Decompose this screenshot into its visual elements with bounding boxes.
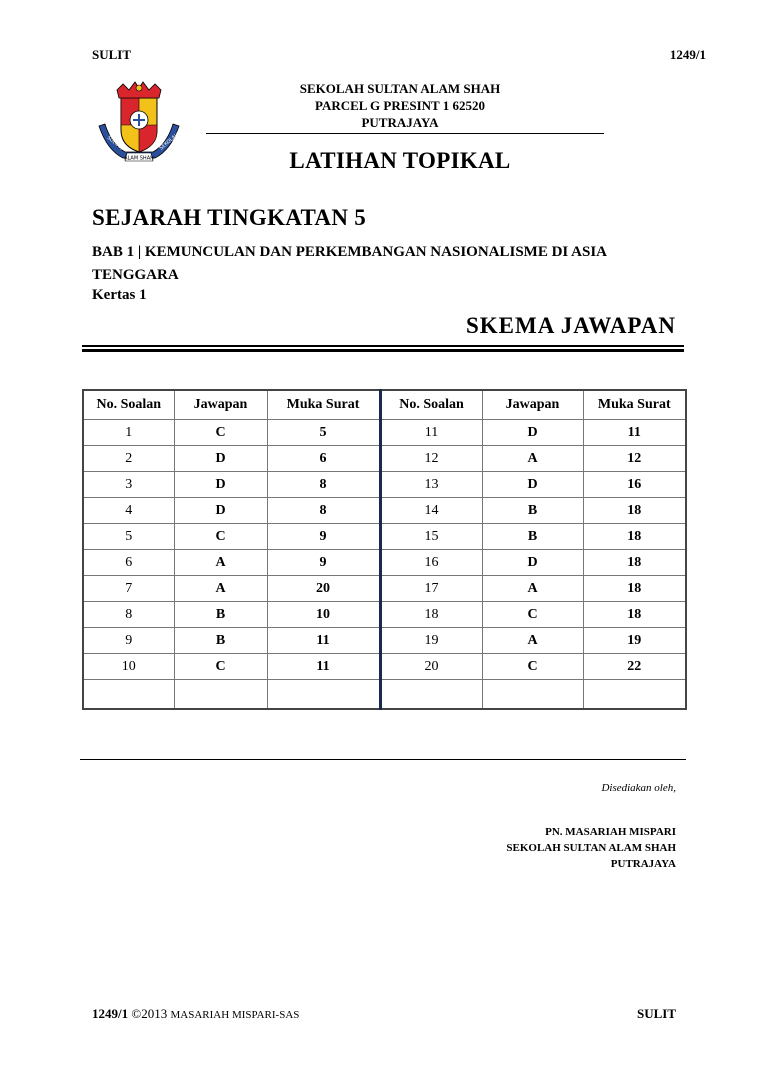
- logo-text-right: SEKOLAH: [158, 131, 181, 152]
- footer-left: [92, 1006, 299, 1022]
- page-number-cell: 11: [267, 628, 380, 654]
- question-number-cell: 17: [380, 576, 482, 602]
- question-number-cell: 16: [380, 550, 482, 576]
- answer-cell: A: [482, 446, 583, 472]
- footer-divider: [80, 759, 686, 760]
- question-number-cell: 11: [380, 420, 482, 446]
- question-number-cell: 14: [380, 498, 482, 524]
- empty-cell: [267, 680, 380, 710]
- header-paper-code: 1249/1: [669, 47, 706, 62]
- page-number-cell: 6: [267, 446, 380, 472]
- answer-cell: B: [174, 628, 267, 654]
- page-number-cell: 18: [583, 550, 686, 576]
- question-number-cell: 13: [380, 472, 482, 498]
- question-number-cell: 15: [380, 524, 482, 550]
- question-number-cell: 5: [83, 524, 174, 550]
- footer-code: 1249/1: [92, 1006, 129, 1021]
- table-header-cell: Muka Surat: [583, 390, 686, 420]
- table-row: [83, 420, 686, 446]
- empty-cell: [482, 680, 583, 710]
- page-number-cell: 5: [267, 420, 380, 446]
- logo-text-left: SULTAN: [105, 134, 124, 152]
- question-number-cell: 1: [83, 420, 174, 446]
- page-number-cell: 16: [583, 472, 686, 498]
- school-city: PUTRAJAYA: [361, 115, 439, 130]
- answer-cell: A: [482, 628, 583, 654]
- empty-cell: [83, 680, 174, 710]
- question-number-cell: 4: [83, 498, 174, 524]
- answer-cell: D: [174, 472, 267, 498]
- scheme-title: SKEMA JAWAPAN: [465, 313, 676, 338]
- question-number-cell: 19: [380, 628, 482, 654]
- signature-city: PUTRAJAYA: [610, 858, 676, 870]
- answer-cell: D: [482, 550, 583, 576]
- school-name: SEKOLAH SULTAN ALAM SHAH: [299, 81, 501, 96]
- page-number-cell: 10: [267, 602, 380, 628]
- footer-copyright: ©2013: [131, 1006, 168, 1021]
- question-number-cell: 7: [83, 576, 174, 602]
- question-number-cell: 2: [83, 446, 174, 472]
- signature-block: [506, 824, 676, 872]
- signature-name: PN. MASARIAH MISPARI: [545, 826, 676, 838]
- footer-author: MASARIAH MISPARI-SAS: [170, 1009, 300, 1021]
- answer-cell: D: [174, 498, 267, 524]
- table-empty-row: [83, 680, 686, 710]
- answer-cell: C: [482, 602, 583, 628]
- question-number-cell: 12: [380, 446, 482, 472]
- empty-cell: [380, 680, 482, 710]
- page-number-cell: 12: [583, 446, 686, 472]
- table-row: [83, 498, 686, 524]
- table-header-cell: Jawapan: [174, 390, 267, 420]
- page-number-cell: 11: [583, 420, 686, 446]
- table-header-cell: Muka Surat: [267, 390, 380, 420]
- signature-school: SEKOLAH SULTAN ALAM SHAH: [506, 842, 676, 854]
- page-number-cell: 18: [583, 602, 686, 628]
- table-header-cell: No. Soalan: [83, 390, 174, 420]
- page-number-cell: 19: [583, 628, 686, 654]
- answer-table: [82, 389, 687, 710]
- table-header-cell: No. Soalan: [380, 390, 482, 420]
- school-address-line: PARCEL G PRESINT 1 62520: [315, 98, 485, 113]
- answer-cell: A: [174, 576, 267, 602]
- answer-cell: A: [174, 550, 267, 576]
- empty-cell: [583, 680, 686, 710]
- logo-banner-text: ALAM SHAH: [124, 155, 154, 162]
- prepared-by-label: Disediakan oleh,: [601, 782, 676, 794]
- page-number-cell: 11: [267, 654, 380, 680]
- table-row: [83, 550, 686, 576]
- answer-cell: B: [482, 524, 583, 550]
- question-number-cell: 18: [380, 602, 482, 628]
- empty-cell: [174, 680, 267, 710]
- page-number-cell: 8: [267, 498, 380, 524]
- answer-cell: C: [482, 654, 583, 680]
- table-header-cell: Jawapan: [482, 390, 583, 420]
- answer-cell: B: [482, 498, 583, 524]
- school-crest-logo: [93, 80, 185, 166]
- answer-cell: C: [174, 420, 267, 446]
- scheme-rule-thick: [82, 349, 684, 352]
- answer-cell: C: [174, 654, 267, 680]
- paper-label: Kertas 1: [92, 287, 147, 303]
- subject-title: SEJARAH TINGKATAN 5: [92, 205, 367, 230]
- table-row: [83, 628, 686, 654]
- answer-cell: A: [482, 576, 583, 602]
- question-number-cell: 9: [83, 628, 174, 654]
- table-row: [83, 576, 686, 602]
- school-crest-icon: [93, 80, 185, 166]
- page-number-cell: 18: [583, 576, 686, 602]
- question-number-cell: 20: [380, 654, 482, 680]
- scheme-rule-thin: [82, 345, 684, 347]
- header-classification: SULIT: [92, 47, 132, 62]
- chapter-title: BAB 1 | KEMUNCULAN DAN PERKEMBANGAN NASIONALISME DI ASIA TENGGARA: [92, 244, 607, 283]
- table-header-row: [83, 390, 686, 420]
- school-divider: [206, 133, 604, 134]
- question-number-cell: 6: [83, 550, 174, 576]
- answer-cell: D: [174, 446, 267, 472]
- school-address: [230, 80, 570, 131]
- table-row: [83, 524, 686, 550]
- page-number-cell: 22: [583, 654, 686, 680]
- page-number-cell: 18: [583, 498, 686, 524]
- document-title: LATIHAN TOPIKAL: [289, 148, 511, 173]
- question-number-cell: 3: [83, 472, 174, 498]
- footer-classification: SULIT: [636, 1006, 676, 1021]
- question-number-cell: 10: [83, 654, 174, 680]
- page-number-cell: 18: [583, 524, 686, 550]
- table-row: [83, 654, 686, 680]
- table-row: [83, 602, 686, 628]
- page-number-cell: 20: [267, 576, 380, 602]
- page-number-cell: 9: [267, 550, 380, 576]
- answer-cell: D: [482, 472, 583, 498]
- page-number-cell: 8: [267, 472, 380, 498]
- question-number-cell: 8: [83, 602, 174, 628]
- table-row: [83, 472, 686, 498]
- answer-cell: D: [482, 420, 583, 446]
- page-number-cell: 9: [267, 524, 380, 550]
- table-row: [83, 446, 686, 472]
- answer-cell: C: [174, 524, 267, 550]
- answer-cell: B: [174, 602, 267, 628]
